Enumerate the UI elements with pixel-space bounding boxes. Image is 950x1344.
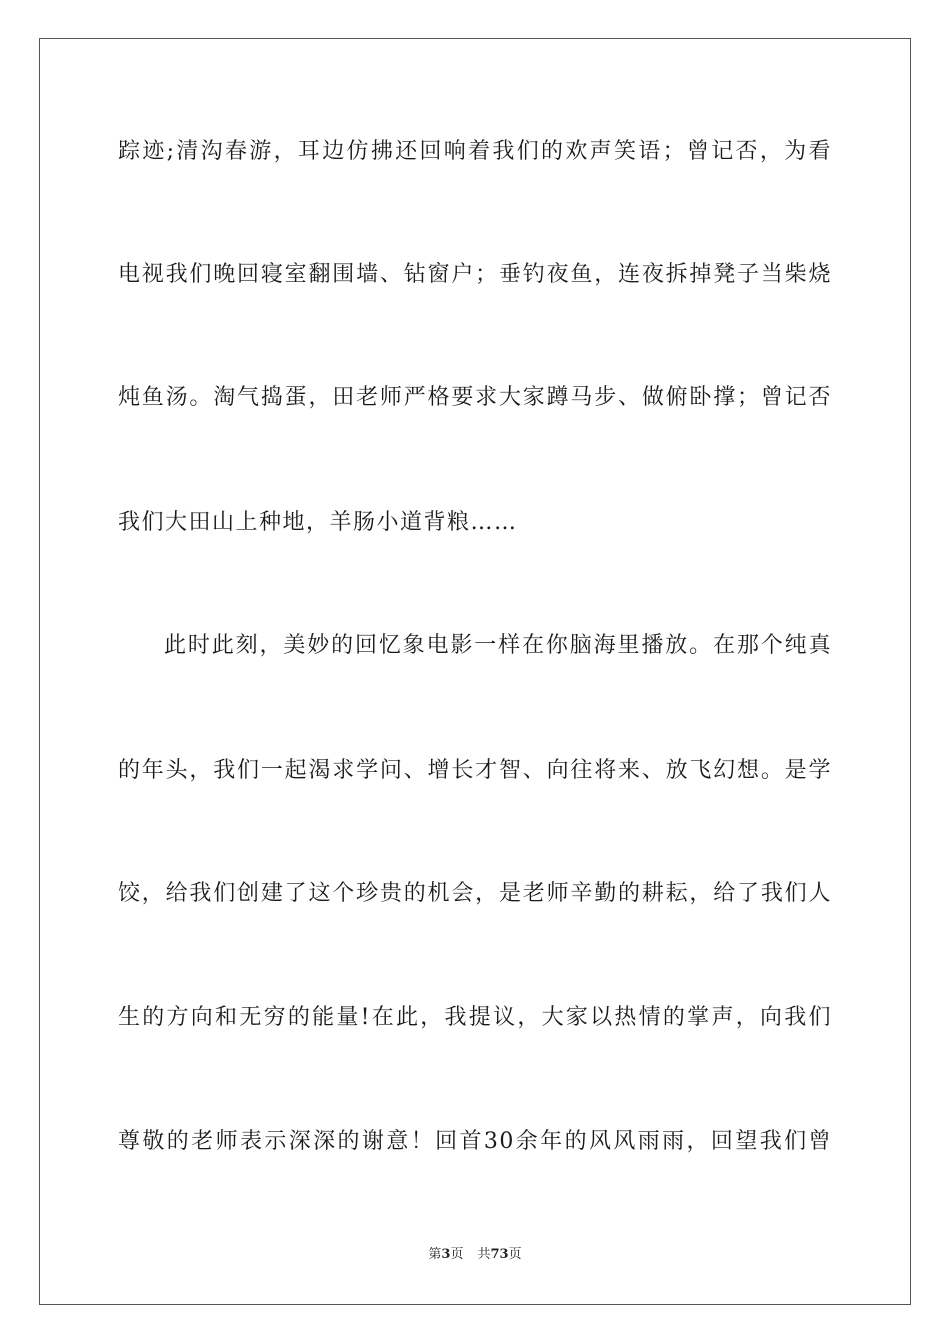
text-line-7: 饺，给我们创建了这个珍贵的机会，是老师辛勤的耕耘，给了我们人 (118, 881, 832, 906)
footer-total-prefix: 共 (477, 1247, 491, 1262)
text-line-2: 电视我们晚回寝室翻围墙、钻窗户；垂钓夜鱼，连夜拆掉凳子当柴烧 (118, 262, 832, 287)
text-line-8: 生的方向和无穷的能量!在此，我提议，大家以热情的掌声，向我们 (118, 1005, 832, 1030)
text-line-1: 踪迹;清沟春游，耳边仿拂还回响着我们的欢声笑语；曾记否，为看 (118, 139, 832, 164)
footer-total-suffix: 页 (508, 1247, 522, 1262)
text-line-9: 尊敬的老师表示深深的谢意！回首30余年的风风雨雨，回望我们曾 (118, 1129, 832, 1154)
footer-total-pages: 73 (490, 1247, 509, 1262)
footer-page-number: 3 (441, 1247, 451, 1262)
text-line-3: 炖鱼汤。淘气捣蛋，田老师严格要求大家蹲马步、做俯卧撑；曾记否 (118, 385, 832, 410)
paragraph-2-first-line: 此时此刻，美妙的回忆象电影一样在你脑海里播放。在那个纯真 (164, 633, 832, 658)
footer-page-suffix: 页 (450, 1247, 464, 1262)
text-line-4: 我们大田山上种地，羊肠小道背粮…… (118, 510, 518, 535)
page-footer (0, 1246, 950, 1264)
footer-page-prefix: 第 (428, 1247, 442, 1262)
text-line-6: 的年头，我们一起渴求学问、增长才智、向往将来、放飞幻想。是学 (118, 758, 832, 783)
page-border (39, 38, 911, 1305)
